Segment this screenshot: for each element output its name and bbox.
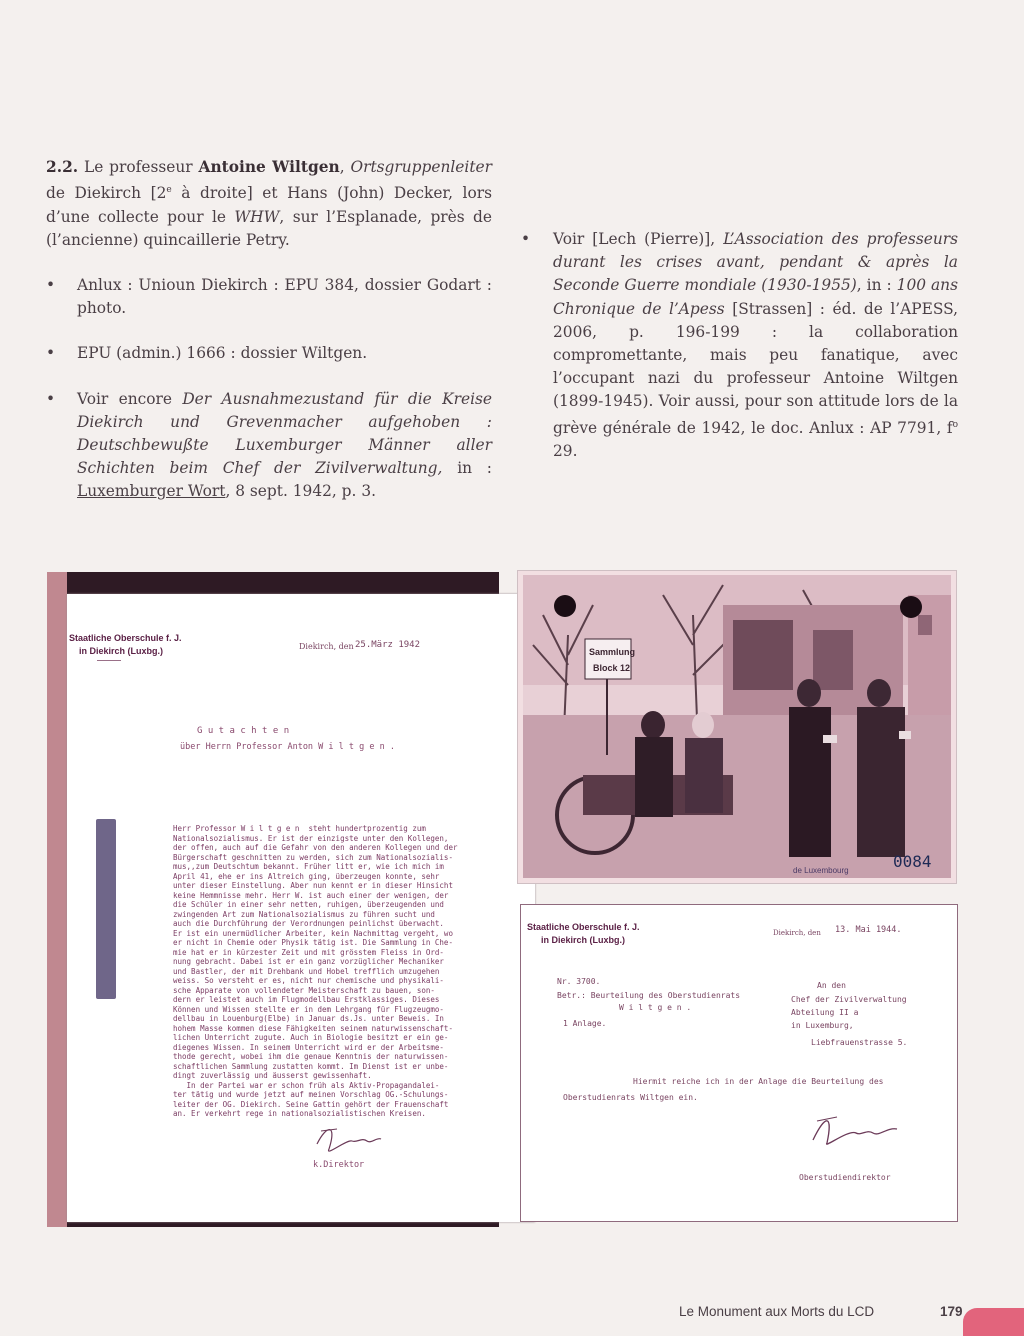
source-text: Voir [Lech (Pierre)],	[553, 230, 724, 248]
doc2-date-label: Diekirch, den	[773, 929, 821, 937]
caption-text: à droite] et Hans (John) Decker, lors d’une collecte pour le	[46, 184, 492, 226]
bullet-icon: •	[46, 275, 56, 294]
caption-org: WHW	[234, 207, 280, 226]
source-text: , 8 sept. 1942, p. 3.	[225, 482, 377, 501]
source-journal: Luxemburger Wort	[77, 482, 226, 501]
doc2-address-line: Chef der Zivilverwaltung	[791, 995, 907, 1004]
doc1-school-line2: in Diekirch (Luxbg.)	[79, 646, 164, 656]
page-number: 179	[940, 1304, 963, 1319]
left-text-column	[46, 156, 492, 504]
doc2-subject-name: W i l t g e n .	[619, 1003, 692, 1012]
source-sup: o	[952, 419, 958, 430]
historical-photo	[517, 570, 957, 884]
letter-document-image	[520, 904, 958, 1222]
doc1-date-label: Diekirch, den	[299, 642, 354, 651]
caption-sup: e	[166, 185, 172, 196]
caption-text: Le professeur	[78, 158, 199, 176]
right-text-column	[521, 156, 958, 485]
doc2-school-line1: Staatliche Oberschule f. J.	[527, 922, 640, 932]
doc1-signature-title: k.Direktor	[313, 1160, 365, 1170]
photo-sign-text: Sammlung	[589, 647, 636, 657]
signature-image	[801, 1105, 911, 1155]
source-item	[521, 228, 958, 463]
bullet-icon: •	[46, 389, 56, 408]
doc2-enclosure: 1 Anlage.	[563, 1019, 607, 1028]
doc2-text-line: Hiermit reiche ich in der Anlage die Beurteilung des	[633, 1077, 884, 1086]
source-item	[46, 274, 492, 320]
doc1-school-line1: Staatliche Oberschule f. J.	[69, 633, 182, 643]
gutachten-paper	[67, 594, 535, 1222]
doc2-number: Nr. 3700.	[557, 977, 601, 986]
doc2-date: 13. Mai 1944.	[835, 925, 902, 935]
binder-clip	[96, 819, 116, 999]
doc1-date: 25.März 1942	[355, 640, 421, 650]
source-text: Anlux : Unioun Diekirch : EPU 384, dossier Godart : photo.	[77, 275, 492, 318]
doc2-address-line: An den	[817, 981, 846, 990]
doc1-title: G u t a c h t e n	[197, 726, 290, 736]
source-book: 100 ans Chronique de l’Apess	[553, 276, 958, 318]
caption-name: Antoine Wiltgen	[198, 158, 340, 176]
doc1-body: Herr Professor W i l t g e n steht hundertprozentig zum Nationalsozialismus. Er ist der einzigste unter den Kollegen, der offen, auch auf die Gefahr von den anderen Kollegen und der Bürgerschaft geschnitten zu werden, sich zum Nationalsozialis- mus,,zum Deutschtum bekannt. Früher litt er, wie ich mich im April 41, ehe er ins Altreich ging, überzeugen konnte, sehr unter dieser Einstellung. Aber nun kennt er in dieser Hinsicht keine Hemmnisse mehr. Herr W. ist auch einer der wenigen, der die Schüler in einer sehr netten, ruhigen, überzeugenden und zwingenden Art zum Nationalsozialismus zu führen sucht und auch die Durchführung der Verordnungen peinlichst überwacht. Er ist ein unermüdlicher Arbeiter, kein Nachmittag vergeht, wo er nicht in Chemie oder Physik tätig ist. Die Sammlung in Che- mie hat er in kürzester Zeit und mit grösstem Fleiss in Ord- nung gebracht. Dabei ist er ein ganz vorzüglicher Mechaniker und Bastler, der mit Drehbank und Hobel trefflich umzugehen weiss. So versteht er es, nicht nur chemische und physikali- sche Apparate von vollendeter Meisterschaft zu bauen, son- dern er leistet auch im Flugmodellbau Erstklassiges. Dieses Können und Wissen stellte er in dem Lehrgang für Flugzeugmo- dellbau in Louenburg(Elbe) in Januar ds.Js. unter Beweis. In hohem Masse kommen diese Fähigkeiten seinem naturwissenschaft- lichen Unterricht zugute. Auch in Biologie besitzt er ein ge- diegenes Wissen. In seinem Unterricht wird er der Arbeitsme- thode gerecht, wobei ihm die genaue Kenntnis der naturwissen- schaftlichen Sammlung zustatten kommt. Im Dienst ist er unbe- dingt zuverlässig und äusserst gewissenhaft. In der Partei war er schon früh als Aktiv-Propagandalei- ter tätig und wurde jetzt auf meinen Vorschlag OG.-Schulungs- leiter der OG. Diekirch. Seine Gattin gehört der Frauenschaft an. Er verkehrt rege in nationalsozialistischen Kreisen.	[173, 824, 458, 1118]
doc2-address-line: Abteilung II a	[791, 1008, 859, 1017]
binder-strip	[47, 572, 67, 1227]
doc2-school-line2: in Diekirch (Luxbg.)	[541, 935, 626, 945]
doc2-text-line: Oberstudienrats Wiltgen ein.	[563, 1093, 698, 1102]
doc2-address-line: in Luxemburg,	[791, 1021, 854, 1030]
source-item	[46, 388, 492, 504]
doc2-address-line: Liebfrauenstrasse 5.	[811, 1038, 908, 1047]
page-corner-tab	[963, 1308, 1024, 1336]
bullet-icon: •	[46, 344, 56, 363]
source-text: 29.	[553, 441, 578, 460]
source-item	[46, 342, 492, 365]
footer-title: Le Monument aux Morts du LCD	[679, 1304, 875, 1319]
photo-sign-text: Block 12	[593, 663, 631, 673]
doc1-subtitle: über Herrn Professor Anton W i l t g e n .	[180, 742, 395, 752]
photo-stamp-number: 0084	[893, 852, 932, 871]
gutachten-document-image	[47, 572, 499, 1227]
source-text: , in :	[856, 276, 897, 295]
caption-text: de Diekirch [2	[46, 184, 167, 203]
doc2-subject: Betr.: Beurteilung des Oberstudienrats	[557, 991, 741, 1000]
caption-text: , sur l’Esplanade, près de (l’ancienne) quincaillerie Petry.	[46, 207, 492, 249]
caption-text: ,	[339, 158, 351, 176]
source-text: Voir encore	[77, 389, 183, 408]
source-text: EPU (admin.) 1666 : dossier Wiltgen.	[77, 344, 368, 363]
source-title: Der Ausnahmezustand für die Kreise Diekirch und Grevenmacher aufgehoben : Deutschbewußte Luxemburger Männer aller Schichten beim Chef der Zivilverwaltung,	[77, 389, 492, 478]
bullet-icon: •	[521, 230, 531, 248]
photo-scene	[523, 575, 951, 878]
doc2-signature-title: Oberstudiendirektor	[799, 1173, 891, 1182]
photo-stamp-text: de Luxembourg	[793, 866, 849, 875]
source-text: [Strassen] : éd. de l’APESS, 2006, p. 196-199 : la collaboration compromettante, mais peu fanatique, avec l’occupant nazi du professeur Antoine Wiltgen (1899-1945). Voir aussi, pour son attitude lors de la grève générale de 1942, le doc. Anlux : AP 7791, f	[553, 299, 958, 437]
signature-image	[307, 1119, 387, 1159]
caption-number: 2.2.	[46, 158, 79, 176]
source-text: in :	[442, 459, 492, 478]
source-title: L’Association des professeurs durant les crises avant, pendant & après la Seconde Guerre mondiale (1930-1955)	[553, 230, 958, 295]
photo-caption	[46, 156, 492, 252]
caption-role: Ortsgruppenleiter	[350, 158, 492, 176]
divider	[97, 660, 121, 661]
